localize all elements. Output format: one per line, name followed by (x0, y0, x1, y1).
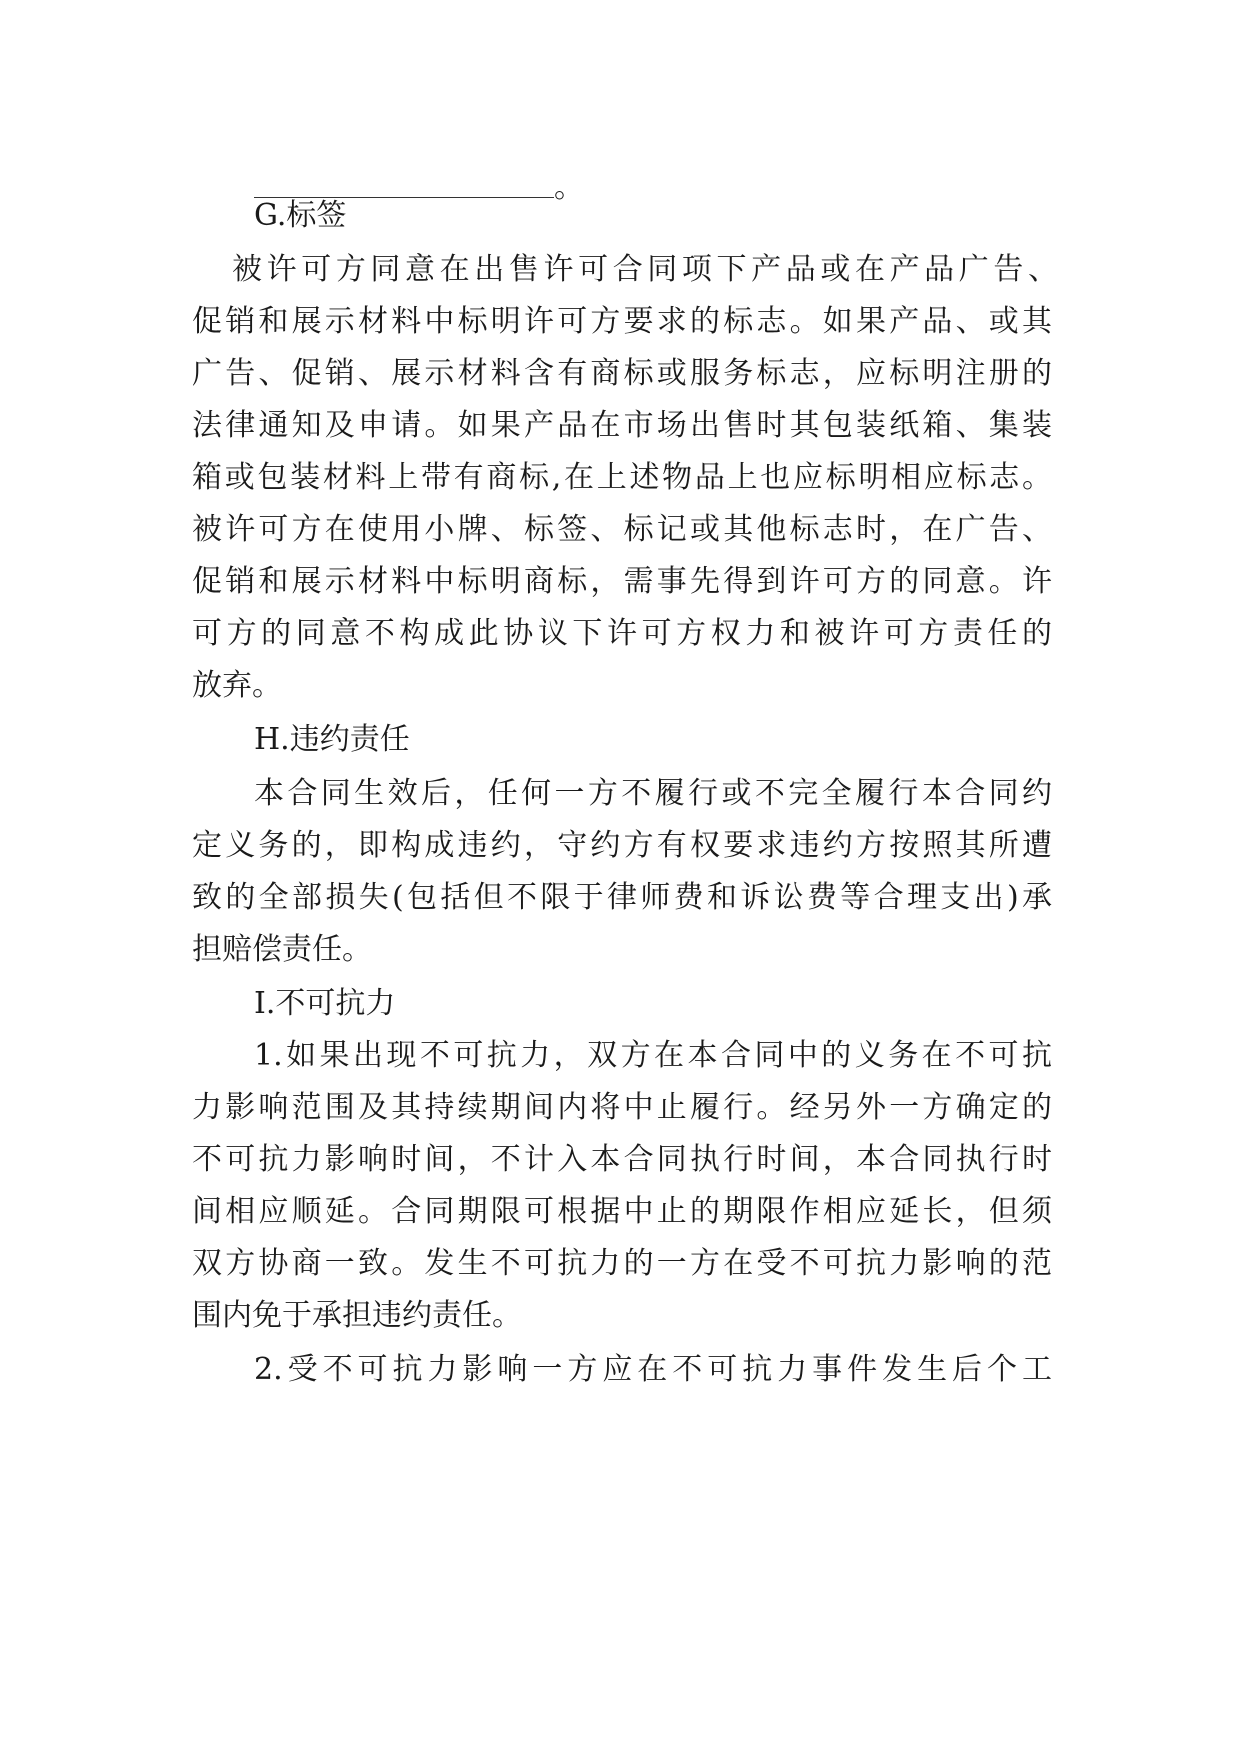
paragraph-line: 不可抗力影响时间，不计入本合同执行时间，本合同执行时 (192, 1142, 1052, 1177)
paragraph-line: 围内免于承担违约责任。 (192, 1298, 522, 1333)
section-heading-force-majeure: I.不可抗力 (254, 986, 396, 1021)
blank-suffix: 。 (554, 170, 584, 205)
paragraph-line: 间相应顺延。合同期限可根据中止的期限作相应延长，但须 (192, 1194, 1052, 1229)
paragraph-line: 1.如果出现不可抗力，双方在本合同中的义务在不可抗 (254, 1038, 1052, 1073)
paragraph-line: 力影响范围及其持续期间内将中止履行。经另外一方确定的 (192, 1090, 1052, 1125)
paragraph-line: 被许可方在使用小牌、标签、标记或其他标志时，在广告、 (192, 512, 1052, 547)
paragraph-line: 担赔偿责任。 (192, 932, 372, 967)
paragraph-line: 致的全部损失(包括但不限于律师费和诉讼费等合理支出)承 (192, 880, 1052, 915)
paragraph-line: 本合同生效后，任何一方不履行或不完全履行本合同约 (254, 776, 1052, 811)
paragraph-line: 定义务的，即构成违约，守约方有权要求违约方按照其所遭 (192, 828, 1052, 863)
paragraph-line: 法律通知及申请。如果产品在市场出售时其包装纸箱、集装 (192, 408, 1052, 443)
section-heading-labels: G.标签 (254, 198, 347, 233)
paragraph-line: 促销和展示材料中标明许可方要求的标志。如果产品、或其 (192, 304, 1052, 339)
paragraph-line: 双方协商一致。发生不可抗力的一方在受不可抗力影响的范 (192, 1246, 1052, 1281)
paragraph-line: 放弃。 (192, 668, 282, 703)
paragraph-line: 促销和展示材料中标明商标，需事先得到许可方的同意。许 (192, 564, 1052, 599)
paragraph-line: 被许可方同意在出售许可合同项下产品或在产品广告、 (232, 252, 1058, 287)
paragraph-line: 广告、促销、展示材料含有商标或服务标志，应标明注册的 (192, 356, 1052, 391)
paragraph-line: 箱或包装材料上带有商标,在上述物品上也应标明相应标志。 (192, 460, 1052, 495)
section-heading-breach-liability: H.违约责任 (254, 722, 410, 757)
paragraph-line: 可方的同意不构成此协议下许可方权力和被许可方责任的 (192, 616, 1052, 651)
paragraph-line: 2.受不可抗力影响一方应在不可抗力事件发生后个工 (254, 1352, 1052, 1387)
